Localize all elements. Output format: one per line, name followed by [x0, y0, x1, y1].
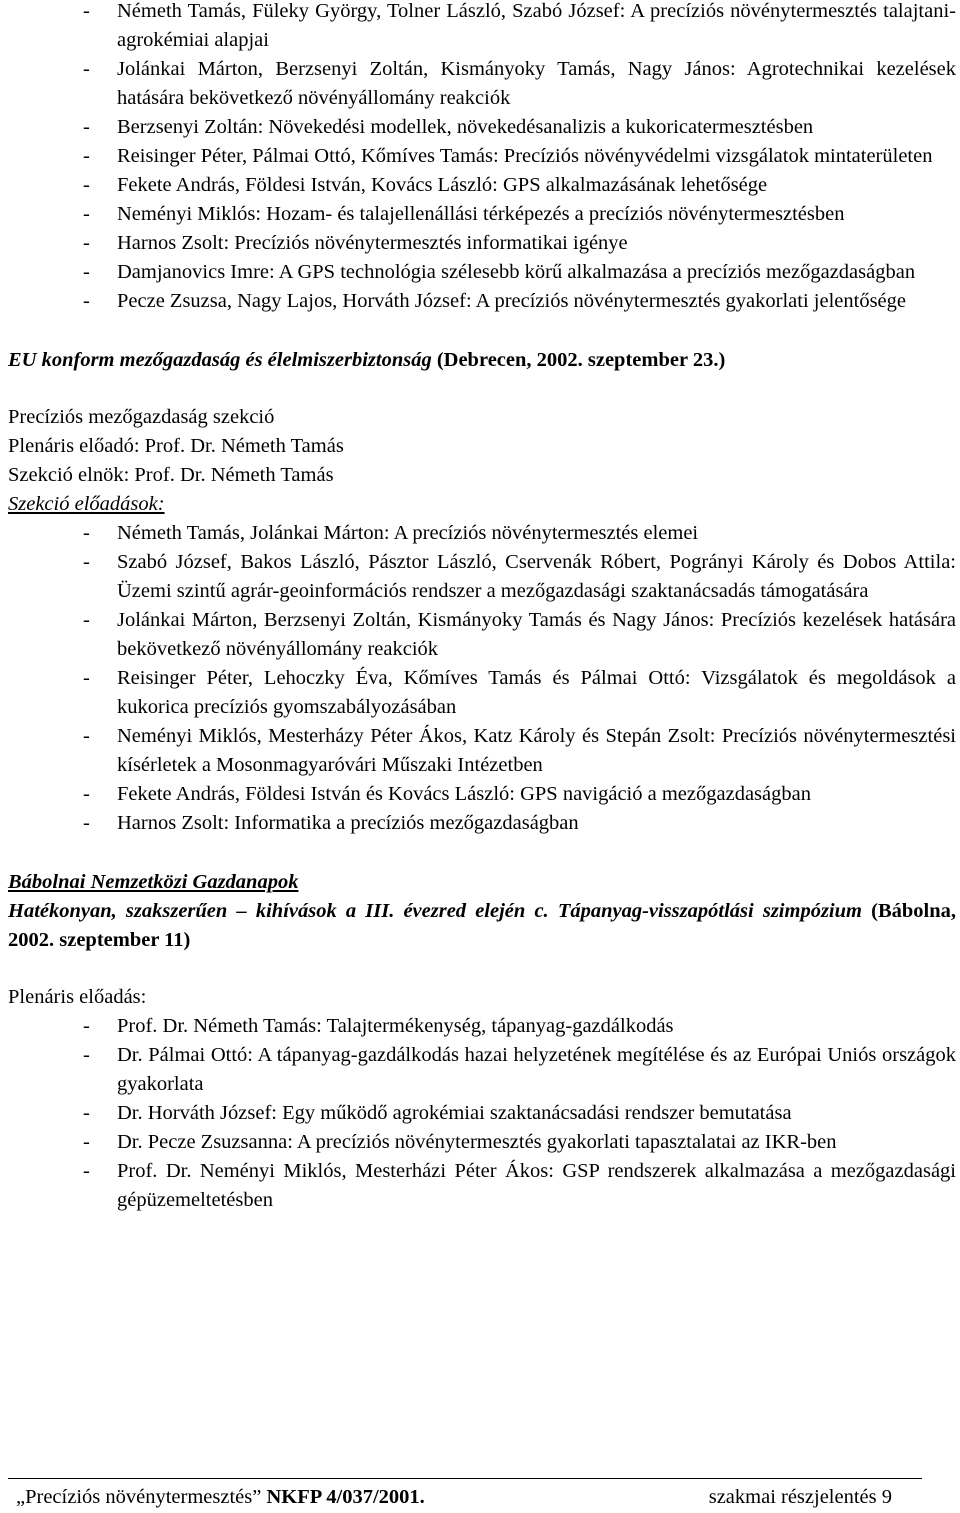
- dash: -: [83, 174, 90, 196]
- dash: -: [83, 551, 90, 573]
- list-item: - Dr. Pecze Zsuzsanna: A precíziós növénytermesztés gyakorlati tapasztalatai az IKR-ben: [8, 1128, 956, 1157]
- footer-left: [16, 1483, 425, 1511]
- list-item: - Damjanovics Imre: A GPS technológia szélesebb körű alkalmazása a precíziós mezőgazdaságban: [8, 258, 956, 287]
- dash: -: [83, 1015, 90, 1037]
- dash: -: [83, 812, 90, 834]
- dash: -: [83, 667, 90, 689]
- section1-list: [8, 0, 956, 316]
- dash: -: [83, 1102, 90, 1124]
- dash: -: [83, 116, 90, 138]
- section3-title-line2: Hatékonyan, szakszerűen – kihívások a III. évezred elején c. Tápanyag-visszapótlási szimpózium (Bábolna, 2002. szeptember 11): [8, 900, 956, 951]
- dash: -: [83, 522, 90, 544]
- section2-line1: Precíziós mezőgazdaság szekció: [8, 406, 275, 428]
- section2-list: [8, 519, 956, 838]
- list-item: - Berzsenyi Zoltán: Növekedési modellek, növekedésanalizis a kukoricatermesztésben: [8, 113, 956, 142]
- dash: -: [83, 1044, 90, 1066]
- list-item: - Harnos Zsolt: Informatika a precíziós mezőgazdaságban: [8, 809, 956, 838]
- dash: -: [83, 261, 90, 283]
- dash: -: [83, 232, 90, 254]
- dash: -: [83, 290, 90, 312]
- dash: -: [83, 0, 90, 22]
- list-item: - Dr. Pálmai Ottó: A tápanyag-gazdálkodás hazai helyzetének megítélése és az Európai Uniós országok gyakorlata: [8, 1041, 956, 1099]
- list-item: - Neményi Miklós, Mesterházy Péter Ákos, Katz Károly és Stepán Zsolt: Precíziós növénytermesztési kísérletek a Mosonmagyaróvári Műszaki Intézetben: [8, 722, 956, 780]
- list-item: - Prof. Dr. Neményi Miklós, Mesterházi Péter Ákos: GSP rendszerek alkalmazása a mezőgazdasági gépüzemeltetésben: [8, 1157, 956, 1215]
- footer-report: szakmai részjelentés: [708, 1486, 877, 1508]
- section3-subheading: Plenáris előadás:: [8, 986, 147, 1008]
- list-item: - Németh Tamás, Jolánkai Márton: A precíziós növénytermesztés elemei: [8, 519, 956, 548]
- page-number: 9: [881, 1486, 892, 1508]
- list-item: - Fekete András, Földesi István, Kovács László: GPS alkalmazásának lehetősége: [8, 171, 956, 200]
- dash: -: [83, 725, 90, 747]
- dash: -: [83, 1160, 90, 1182]
- dash: -: [83, 203, 90, 225]
- list-item: - Reisinger Péter, Pálmai Ottó, Kőmíves Tamás: Precíziós növényvédelmi vizsgálatok mintaterületen: [8, 142, 956, 171]
- page-footer: [8, 1478, 922, 1508]
- dash: -: [83, 609, 90, 631]
- dash: -: [83, 58, 90, 80]
- section2-title: EU konform mezőgazdaság és élelmiszerbiztonság (Debrecen, 2002. szeptember 23.): [8, 349, 726, 371]
- dash: -: [83, 145, 90, 167]
- section3-list: [8, 1012, 956, 1215]
- dash: -: [83, 783, 90, 805]
- list-item: - Reisinger Péter, Lehoczky Éva, Kőmíves Tamás és Pálmai Ottó: Vizsgálatok és megoldások a kukorica precíziós gyomszabályozásában: [8, 664, 956, 722]
- document-page: [8, 0, 956, 1215]
- list-item: - Jolánkai Márton, Berzsenyi Zoltán, Kismányoky Tamás és Nagy János: Precíziós kezelések hatására bekövetkező növényállomány reakciók: [8, 606, 956, 664]
- list-item: - Harnos Zsolt: Precíziós növénytermesztés informatikai igénye: [8, 229, 956, 258]
- footer-code: NKFP 4/037/2001.: [266, 1486, 425, 1508]
- list-item: - Fekete András, Földesi István és Kovács László: GPS navigáció a mezőgazdaságban: [8, 780, 956, 809]
- list-item: - Szabó József, Bakos László, Pásztor László, Cservenák Róbert, Pogrányi Károly és Dobos Attila: Üzemi szintű agrár-geoinformációs rendszer a mezőgazdasági szaktanácsadás támogatására: [8, 548, 956, 606]
- list-item: - Jolánkai Márton, Berzsenyi Zoltán, Kismányoky Tamás, Nagy János: Agrotechnikai kezelések hatására bekövetkező növényállomány reakciók: [8, 55, 956, 113]
- section3-title-line1: Bábolnai Nemzetközi Gazdanapok: [8, 871, 299, 893]
- section2-line3: Szekció elnök: Prof. Dr. Németh Tamás: [8, 464, 334, 486]
- section2-subheading: Szekció előadások:: [8, 493, 165, 515]
- list-item: - Prof. Dr. Németh Tamás: Talajtermékenység, tápanyag-gazdálkodás: [8, 1012, 956, 1041]
- list-item: - Pecze Zsuzsa, Nagy Lajos, Horváth József: A precíziós növénytermesztés gyakorlati jelentősége: [8, 287, 956, 316]
- list-item: - Dr. Horváth József: Egy működő agrokémiai szaktanácsadási rendszer bemutatása: [8, 1099, 956, 1128]
- section2-line2: Plenáris előadó: Prof. Dr. Németh Tamás: [8, 435, 344, 457]
- dash: -: [83, 1131, 90, 1153]
- footer-title: „Precíziós növénytermesztés”: [16, 1486, 262, 1508]
- list-item: - Neményi Miklós: Hozam- és talajellenállási térképezés a precíziós növénytermesztésben: [8, 200, 956, 229]
- footer-right: [709, 1483, 892, 1511]
- list-item: - Németh Tamás, Füleky György, Tolner László, Szabó József: A precíziós növénytermesztés talajtani-agrokémiai alapjai: [8, 0, 956, 55]
